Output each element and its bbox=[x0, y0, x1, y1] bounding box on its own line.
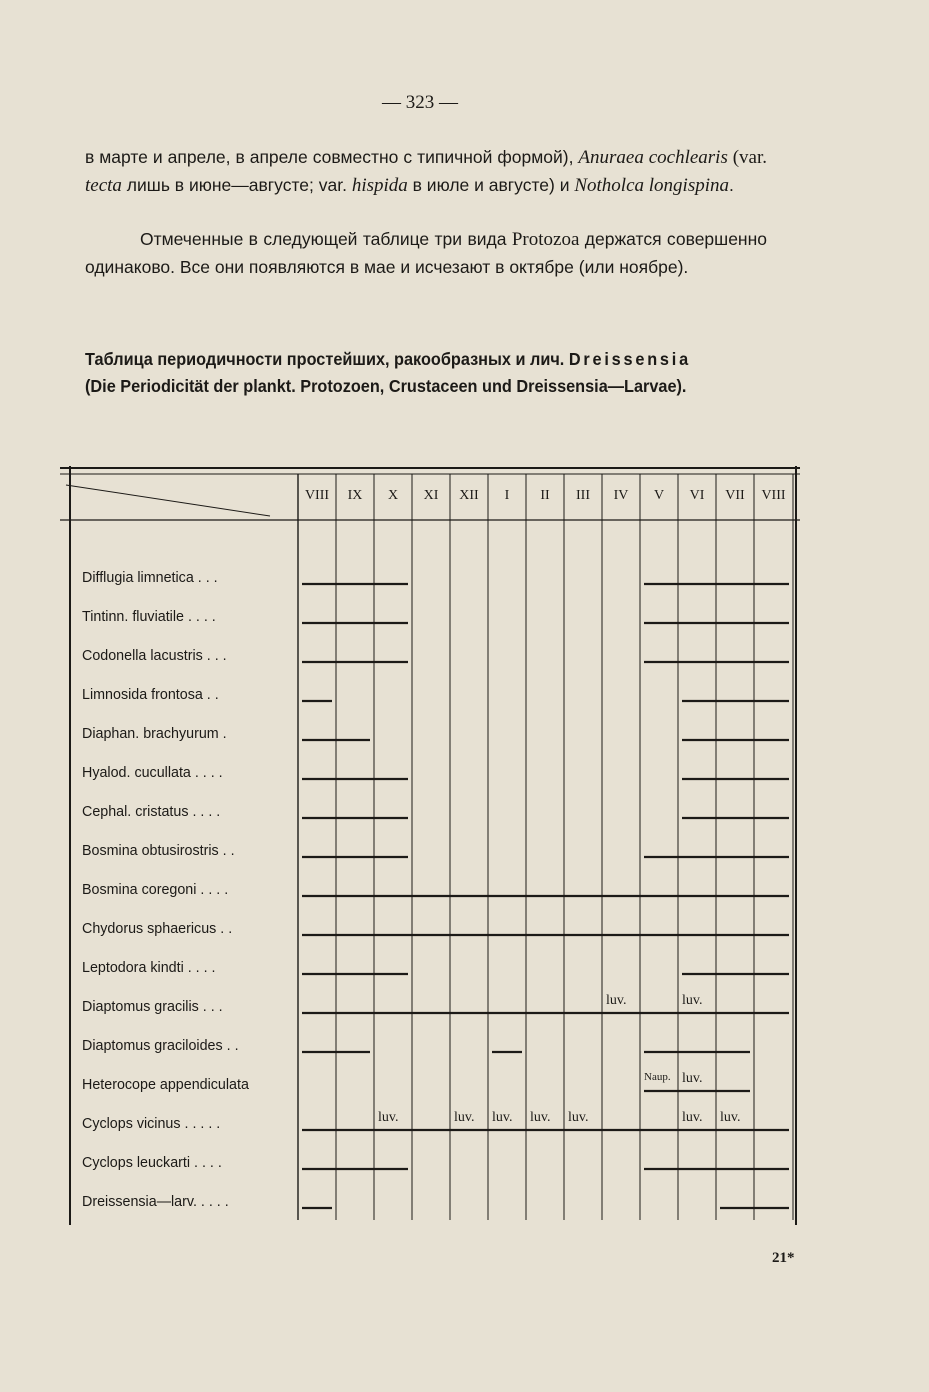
table-heading: Таблица периодичности простейших, ракообразных и лич. Dreissensia (Die Periodicität der plankt. Protozoen, Crustaceen und Dreissensia—Larvae). bbox=[85, 349, 691, 396]
month-label: XI bbox=[423, 488, 439, 503]
species-label: Diaphan. brachyurum . bbox=[82, 726, 227, 742]
signature-mark: 21* bbox=[772, 1250, 795, 1266]
species-label: Bosmina obtusirostris . . bbox=[82, 843, 235, 859]
stage-note: luv. bbox=[568, 1110, 589, 1125]
species-label: Tintinn. fluviatile . . . . bbox=[82, 609, 216, 625]
species-label: Difflugia limnetica . . . bbox=[82, 570, 218, 586]
month-label: IX bbox=[347, 488, 363, 503]
stage-note: luv. bbox=[606, 993, 627, 1008]
stage-note: luv. bbox=[378, 1110, 399, 1125]
page-number: — 323 — bbox=[382, 92, 458, 113]
month-label: V bbox=[653, 488, 665, 503]
month-label: VII bbox=[725, 488, 745, 503]
month-label: I bbox=[504, 488, 510, 503]
stage-note: luv. bbox=[682, 1071, 703, 1086]
species-label: Cephal. cristatus . . . . bbox=[82, 804, 221, 820]
species-label: Limnosida frontosa . . bbox=[82, 687, 219, 703]
month-label: VIII bbox=[304, 488, 330, 503]
species-label: Chydorus sphaericus . . bbox=[82, 921, 233, 937]
month-label: VI bbox=[689, 488, 705, 503]
stage-note: luv. bbox=[530, 1110, 551, 1125]
month-label: III bbox=[576, 488, 590, 503]
month-label: II bbox=[540, 488, 550, 503]
species-label: Hyalod. cucullata . . . . bbox=[82, 765, 223, 781]
header-diagonal bbox=[66, 485, 270, 516]
stage-note: luv. bbox=[682, 1110, 703, 1125]
stage-note: luv. bbox=[720, 1110, 741, 1125]
month-label: XII bbox=[459, 488, 479, 503]
species-label: Cyclops vicinus . . . . . bbox=[82, 1116, 221, 1132]
paragraph-protozoa: Отмеченные в следующей таблице три вида Protozoa держатся совершенно одинаково. Все они появляются в мае и исчезают в октябре (или ноябре). bbox=[85, 229, 767, 277]
stage-note: Naup. bbox=[644, 1071, 671, 1083]
species-label: Leptodora kindti . . . . bbox=[82, 960, 216, 976]
species-label: Dreissensia—larv. . . . . bbox=[82, 1194, 229, 1210]
paragraph-rotifers: в марте и апреле, в апреле совместно с типичной формой), Anuraea cochlearis (var. tecta лишь в июне—августе; var. hispida в июле и августе) и Notholca longispina. bbox=[85, 147, 767, 196]
month-label: X bbox=[387, 488, 399, 503]
month-label: IV bbox=[613, 488, 629, 503]
species-label: Heterocope appendiculata bbox=[82, 1077, 249, 1093]
species-label: Cyclops leuckarti . . . . bbox=[82, 1155, 222, 1171]
species-label: Diaptomus gracilis . . . bbox=[82, 999, 223, 1015]
species-label: Bosmina coregoni . . . . bbox=[82, 882, 229, 898]
stage-note: luv. bbox=[492, 1110, 513, 1125]
stage-note: luv. bbox=[682, 993, 703, 1008]
species-label: Codonella lacustris . . . bbox=[82, 648, 227, 664]
month-label: VIII bbox=[761, 488, 786, 503]
species-label: Diaptomus graciloides . . bbox=[82, 1038, 239, 1054]
stage-note: luv. bbox=[454, 1110, 475, 1125]
